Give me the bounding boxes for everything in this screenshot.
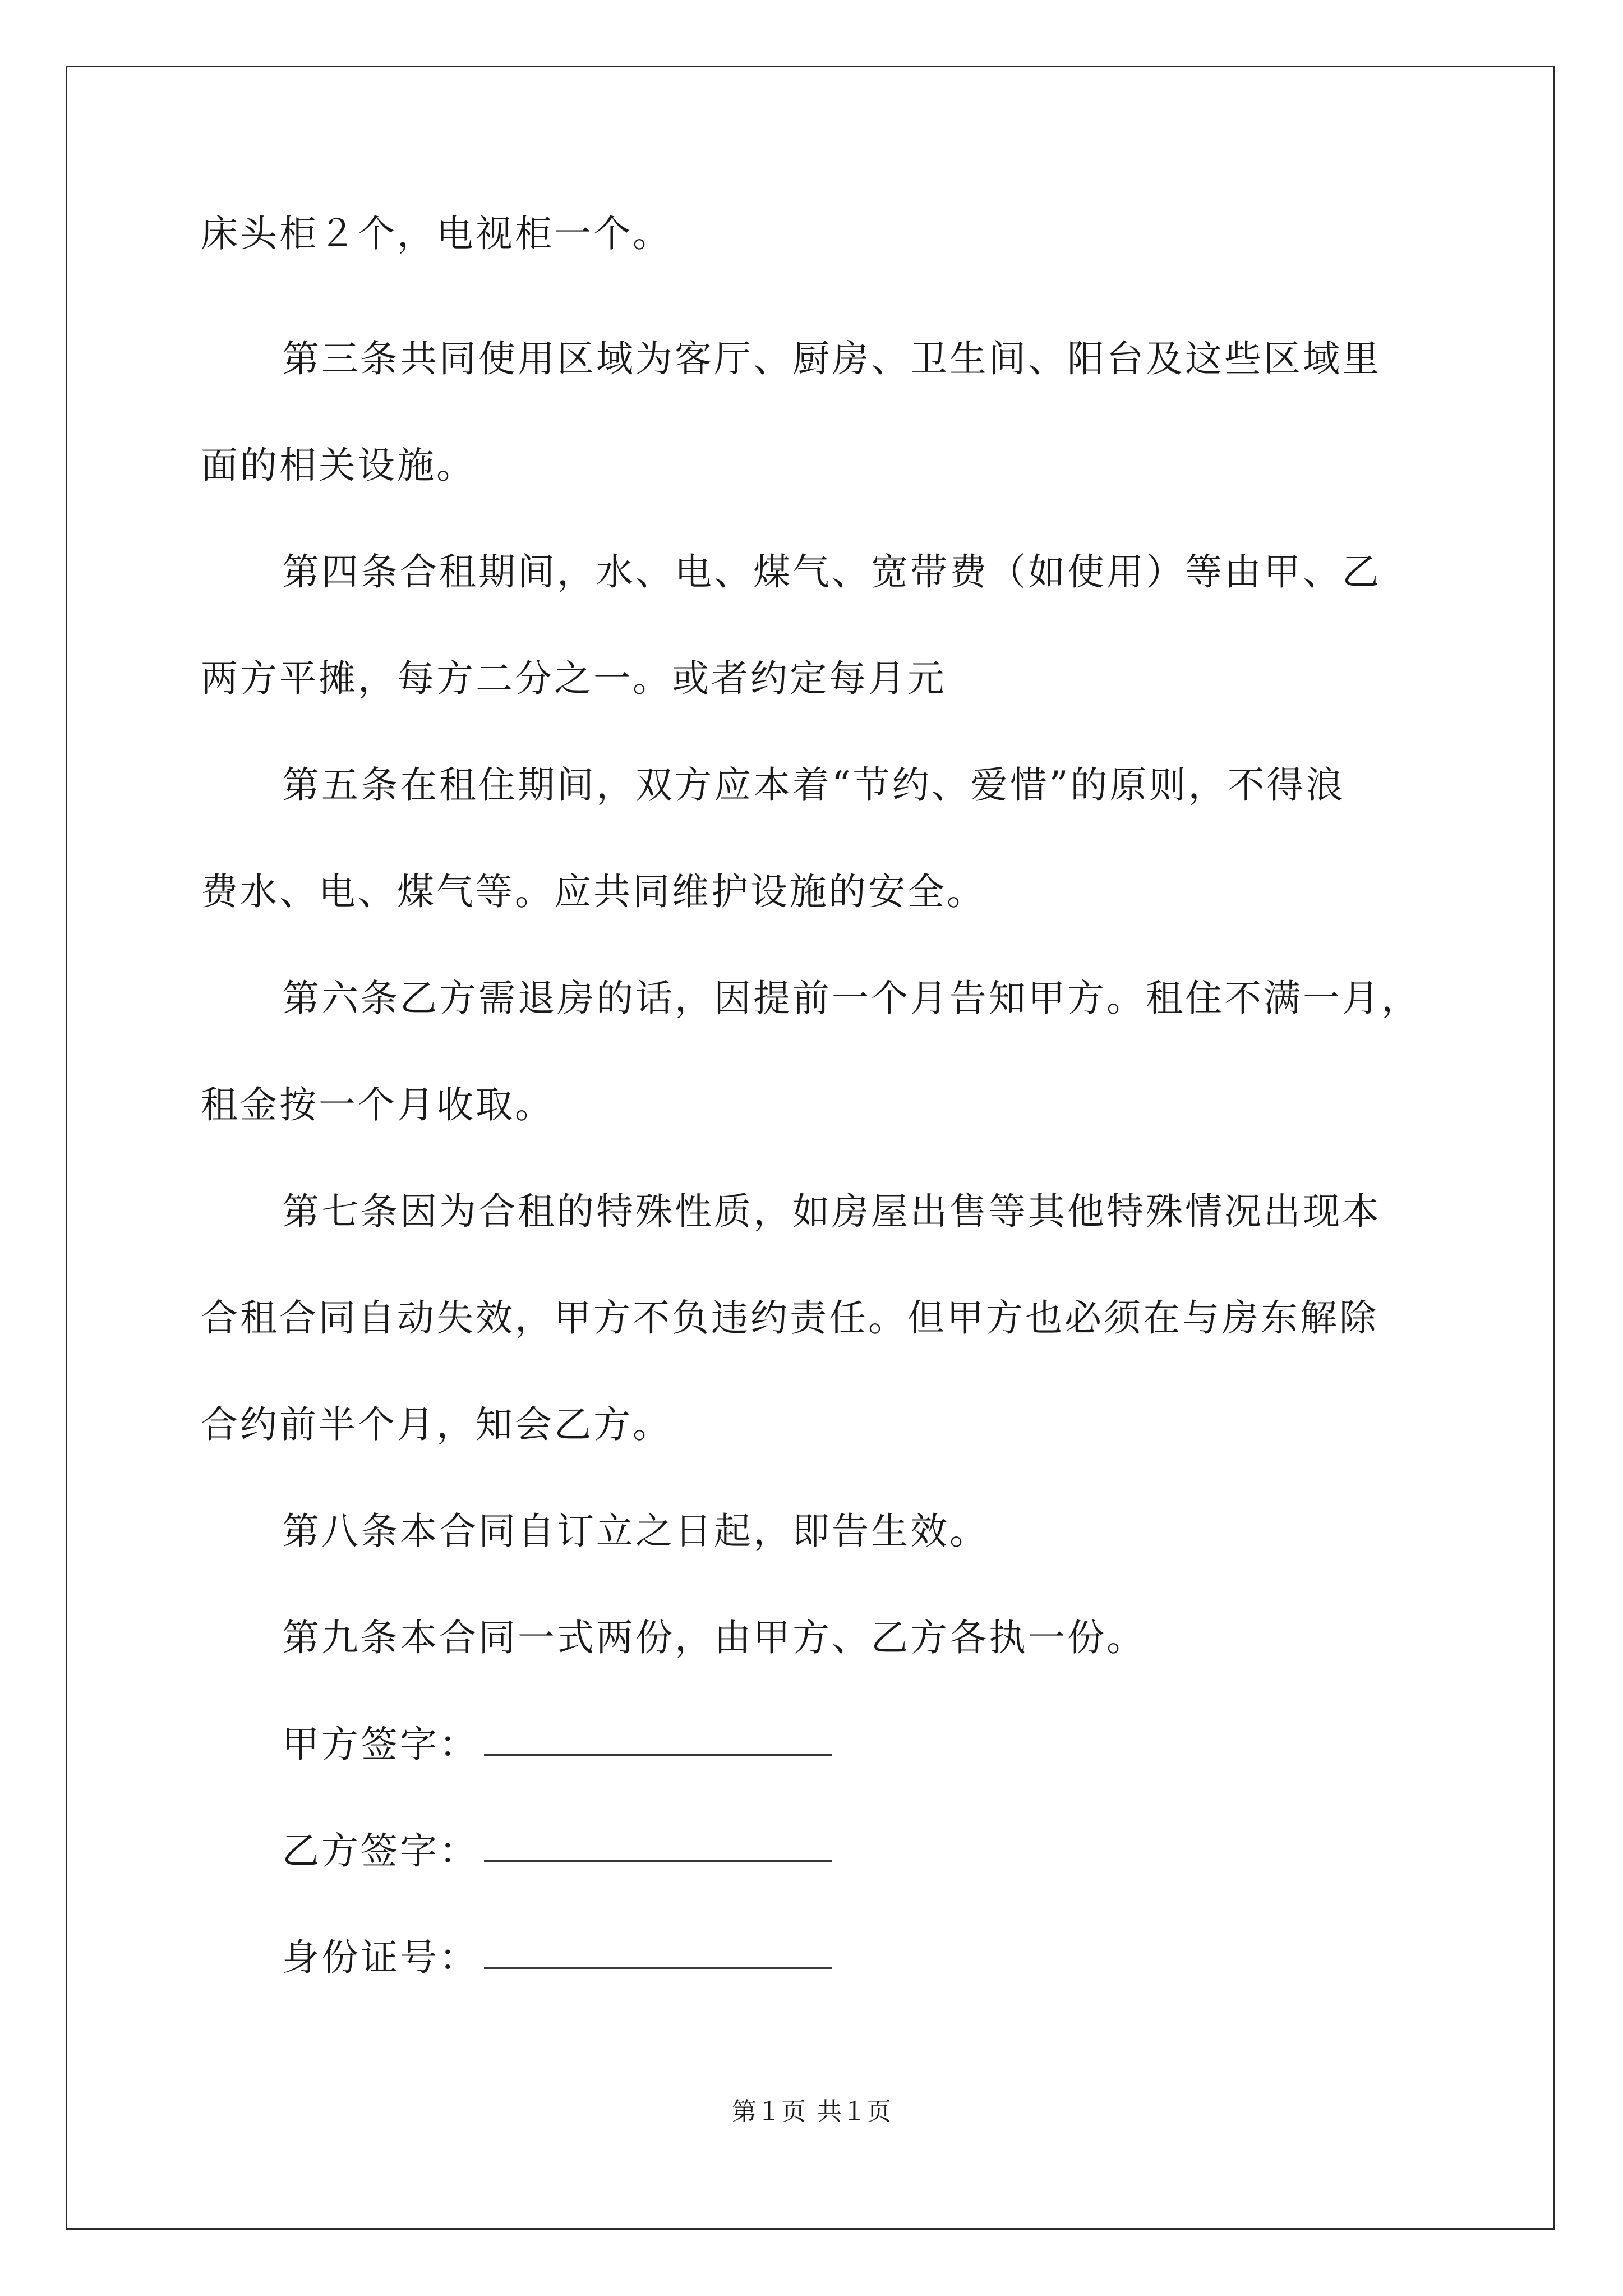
clause-7-line-2: 合租合同自动失效，甲方不负违约责任。但甲方也必须在与房东解除 [201, 1296, 1378, 1340]
id-number-label: 身份证号： [282, 1936, 478, 1979]
clause-6-line-1: 第六条乙方需退房的话，因提前一个月告知甲方。租住不满一月， [282, 977, 1421, 1020]
clause-4-line-1: 第四条合租期间，水、电、煤气、宽带费（如使用）等由甲、乙 [282, 550, 1381, 593]
clause-4-line-2: 两方平摊，每方二分之一。或者约定每月元 [201, 657, 947, 700]
page-border [66, 66, 1555, 2230]
clause-7-line-1: 第七条因为合租的特殊性质，如房屋出售等其他特殊情况出现本 [282, 1190, 1381, 1233]
clause-6-line-2: 租金按一个月收取。 [201, 1083, 554, 1126]
id-number [282, 1932, 832, 1983]
page-current: 第１页 [732, 2097, 806, 2126]
signature-party-a [282, 1719, 832, 1770]
text-line-1: 床头柜２个，电视柜一个。 [201, 212, 672, 255]
signature-party-b-label: 乙方签字： [282, 1829, 478, 1872]
signature-party-a-blank[interactable] [484, 1754, 832, 1756]
signature-party-b-blank[interactable] [484, 1860, 832, 1862]
signature-party-b [282, 1826, 832, 1876]
clause-8-line-1: 第八条本合同自订立之日起，即告生效。 [282, 1510, 989, 1553]
clause-3-line-2: 面的相关设施。 [201, 444, 476, 487]
clause-5-line-1: 第五条在租住期间，双方应本着“节约、爱惜”的原则，不得浪 [282, 763, 1345, 807]
clause-3-line-1: 第三条共同使用区域为客厅、厨房、卫生间、阳台及这些区域里 [282, 337, 1381, 380]
id-number-blank[interactable] [484, 1967, 832, 1969]
page-footer [0, 2095, 1623, 2129]
clause-7-line-3: 合约前半个月，知会乙方。 [201, 1403, 672, 1446]
clause-9-line-1: 第九条本合同一式两份，由甲方、乙方各执一份。 [282, 1616, 1146, 1659]
signature-party-a-label: 甲方签字： [282, 1723, 478, 1766]
clause-5-line-2: 费水、电、煤气等。应共同维护设施的安全。 [201, 870, 986, 913]
page-total: 共１页 [817, 2097, 891, 2126]
